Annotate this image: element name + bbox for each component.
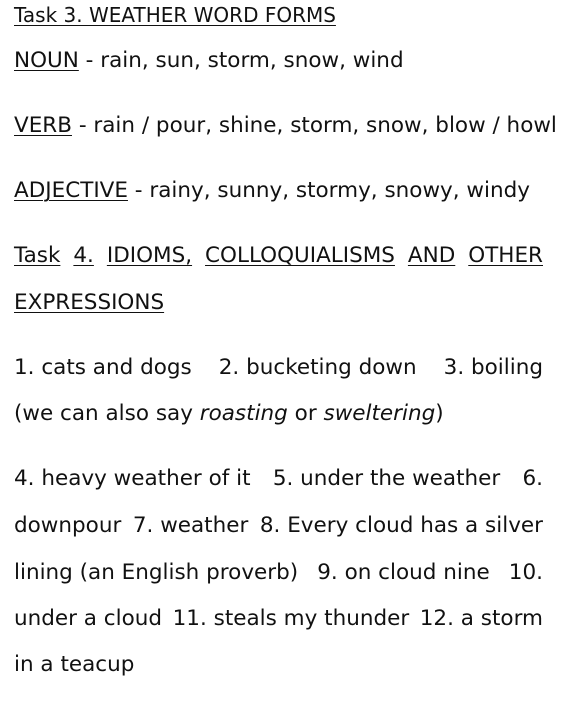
idiom-item: 3. boiling [443,355,543,380]
idiom-item: 10. [508,560,543,585]
idiom-item: 4. heavy weather of it [14,466,251,491]
task4-title-word: OTHER [468,243,543,268]
task3-title [14,2,543,28]
task4-title-word: AND [407,243,456,268]
adjective-forms: - rainy, sunny, stormy, snowy, windy [127,178,530,203]
task4-title-word: 4. [73,243,94,268]
task3-title-text: Task 3. WEATHER WORD FORMS [14,3,336,27]
adjective-term: ADJECTIVE [14,178,128,203]
idiom-note-italic: sweltering [323,401,436,426]
noun-forms: - rain, sun, storm, snow, wind [78,48,404,73]
verb-row [14,113,557,139]
idiom-item: 12. a storm [419,606,543,631]
idioms-line-5 [14,560,543,586]
idioms-line-7 [14,652,543,678]
verb-forms: - rain / pour, shine, storm, snow, blow / howl [71,113,557,138]
idiom-note: (we can also say [14,401,200,426]
task4-title-line2 [14,290,543,316]
idiom-item: 1. cats and dogs [14,355,192,380]
idiom-item: 5. under the weather [272,466,501,491]
idiom-note-italic: roasting [199,401,288,426]
idiom-item: 6. [522,466,543,491]
verb-term: VERB [14,113,72,138]
idiom-item: downpour [14,513,122,538]
idioms-line-4 [14,513,543,539]
idiom-item: 11. steals my thunder [172,606,410,631]
idiom-item: lining (an English proverb) [14,560,299,585]
noun-term: NOUN [14,48,79,73]
task4-title-word: COLLOQUIALISMS [205,243,395,268]
idioms-line-1 [14,355,543,381]
adjective-row [14,178,543,204]
idioms-line-2 [14,401,543,427]
idioms-line-3 [14,466,543,492]
task4-title-line1 [14,243,543,269]
idioms-line-6 [14,606,543,632]
task4-title-word: Task [14,243,61,268]
idiom-item: 8. Every cloud has a silver [259,513,543,538]
idiom-item: in a teacup [14,652,135,677]
idiom-note: ) [435,401,444,426]
idiom-item: under a cloud [14,606,163,631]
idiom-item: 9. on cloud nine [317,560,490,585]
noun-row [14,48,543,74]
task4-title-word: EXPRESSIONS [14,290,165,315]
idiom-item: 2. bucketing down [218,355,417,380]
idiom-note: or [287,401,324,426]
task4-title-word: IDIOMS, [106,243,193,268]
idiom-item: 7. weather [132,513,249,538]
